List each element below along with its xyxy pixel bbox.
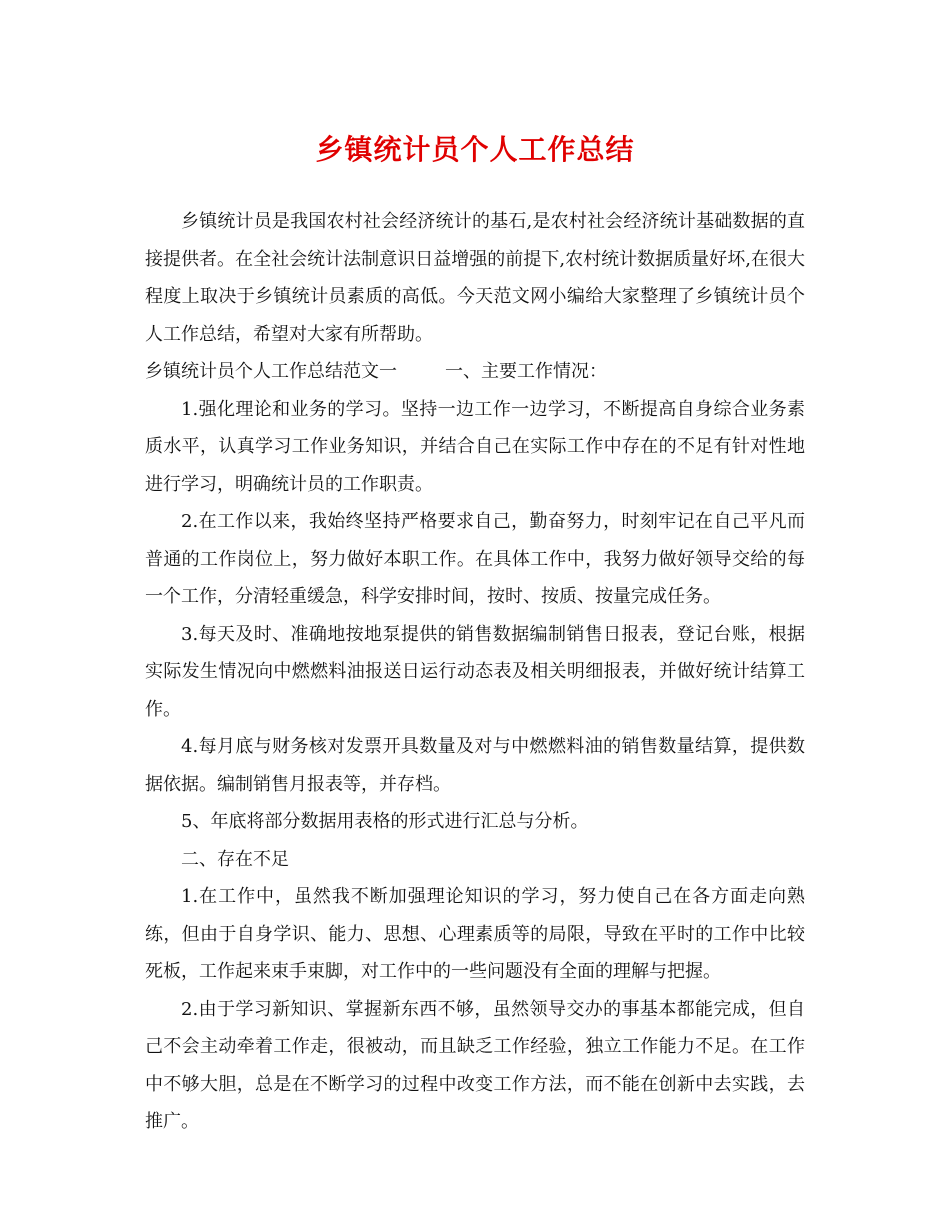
list-item: 2.在工作以来，我始终坚持严格要求自己，勤奋努力，时刻牢记在自己平凡而普通的工作岗位上，努力做好本职工作。在具体工作中，我努力做好领导交给的每一个工作，分清轻重缓急，科学安排时间，按时、按质、按量完成任务。: [145, 511, 805, 607]
list-item: 1.在工作中，虽然我不断加强理论知识的学习，努力使自己在各方面走向熟练，但由于自身学识、能力、思想、心理素质等的局限，导致在平时的工作中比较死板，工作起来束手束脚，对工作中的一些问题没有全面的理解与把握。: [145, 886, 805, 982]
intro-paragraph: 乡镇统计员是我国农村社会经济统计的基石,是农村社会经济统计基础数据的直接提供者。在全社会统计法制意识日益增强的前提下,农村统计数据质量好坏,在很大程度上取决于乡镇统计员素质的高低。今天范文网小编给大家整理了乡镇统计员个人工作总结，希望对大家有所帮助。: [145, 211, 805, 345]
section1-heading: 一、主要工作情况：: [445, 361, 607, 382]
list-item: 5、年底将部分数据用表格的形式进行汇总与分析。: [181, 811, 589, 832]
document-title: 乡镇统计员个人工作总结: [315, 133, 635, 166]
list-item: 1.强化理论和业务的学习。坚持一边工作一边学习，不断提高自身综合业务素质水平，认真学习工作业务知识，并结合自己在实际工作中存在的不足有针对性地进行学习，明确统计员的工作职责。: [145, 398, 805, 495]
document-body: [145, 203, 805, 1141]
section2-heading: 二、存在不足: [181, 848, 289, 870]
list-item: 4.每月底与财务核对发票开具数量及对与中燃燃料油的销售数量结算，提供数据依据。编制销售月报表等，并存档。: [145, 736, 805, 795]
sample-heading-line: [145, 353, 805, 391]
list-item: 3.每天及时、准确地按地泵提供的销售数据编制销售日报表，登记台账，根据实际发生情况向中燃燃料油报送日运行动态表及相关明细报表，并做好统计结算工作。: [145, 623, 805, 720]
list-item: 2.由于学习新知识、掌握新东西不够，虽然领导交办的事基本都能完成，但自己不会主动牵着工作走，很被动，而且缺乏工作经验，独立工作能力不足。在工作中不够大胆，总是在不断学习的过程中改变工作方法，而不能在创新中去实践，去推广。: [145, 998, 805, 1132]
sample-heading: 乡镇统计员个人工作总结范文一: [145, 361, 397, 382]
